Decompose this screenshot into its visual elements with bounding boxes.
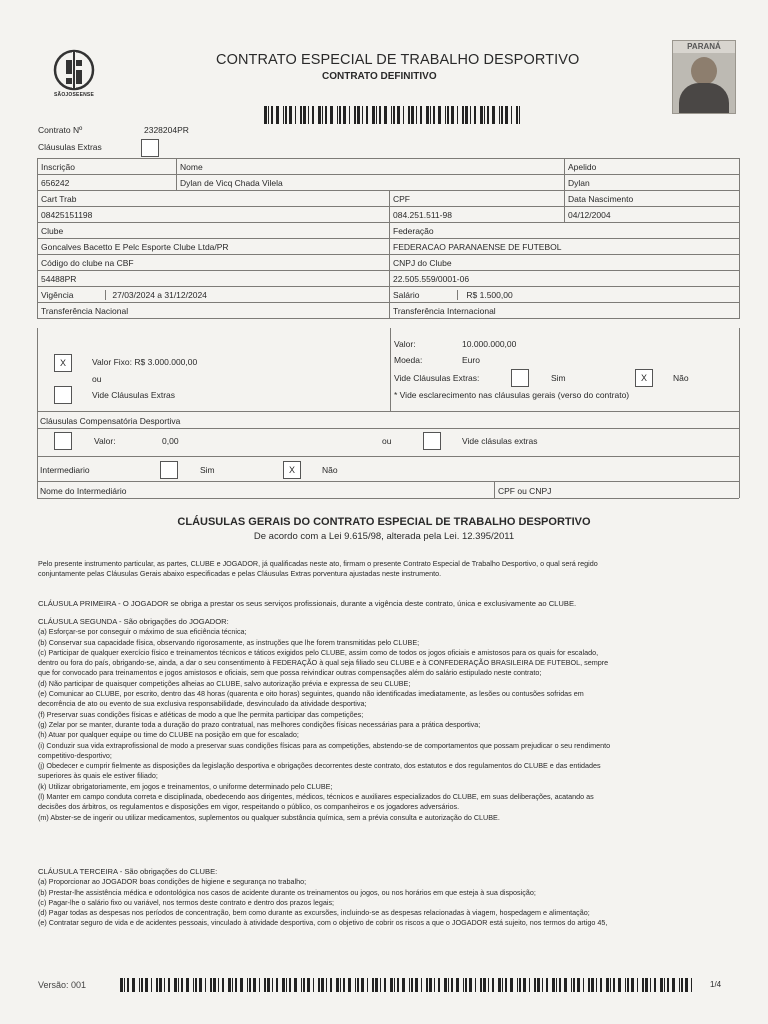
transfer-international-label: Transferência Internacional [390,303,740,319]
apelido-label: Apelido [565,159,740,175]
clause-line: (e) Contratar seguro de vida e de acidentes pessoais, vinculado à atividade desportiva, com o objetivo de cobrir os riscos a que o JOGADOR está sujeito, nos termos do artigo 45, [38,918,608,928]
clause-line: (c) Pagar-lhe o salário fixo ou variável, nos termos deste contrato e dentro dos prazos legais; [38,897,335,907]
federation-value: FEDERACAO PARANAENSE DE FUTEBOL [390,239,740,255]
nome-label: Nome [177,159,565,175]
clause-second-title: CLÁUSULA SEGUNDA - São obrigações do JOGADOR: [38,617,229,626]
birthdate-value: 04/12/2004 [565,207,740,223]
clause-line: competitivo-desportivo; [38,750,112,760]
int-value-label: Valor: [394,339,416,349]
clause-first: CLÁUSULA PRIMEIRA - O JOGADOR se obriga a prestar os seus serviços profissionais, durante a vigência deste contrato, única e exclusivamente ao CLUBE. [38,599,577,608]
intermediary-name-label: Nome do Intermediário [40,486,127,496]
intermediary-sim-label: Sim [200,465,215,475]
clause-third-title: CLÁUSULA TERCEIRA - São obrigações do CLUBE: [38,867,218,876]
birthdate-label: Data Nascimento [565,191,740,207]
clause-line: (e) Comunicar ao CLUBE, por escrito, dentro das 48 horas (quarenta e oito horas) seguintes, quando não identificadas imediatamente, as lesões ou contusões sofridas em [38,689,584,699]
clauses-heading: CLÁUSULAS GERAIS DO CONTRATO ESPECIAL DE TRABALHO DESPORTIVO [177,516,591,528]
clauses-subheading: De acordo com a Lei 9.615/98, alterada pela Lei. 12.395/2011 [253,531,515,542]
clause-second [38,617,738,823]
or-text: ou [92,374,102,384]
clause-line: (a) Proporcionar ao JOGADOR boas condições de higiene e segurança no trabalho; [38,877,307,887]
intermediary-sim-checkbox[interactable] [160,461,178,479]
nome-value: Dylan de Vicq Chada Vilela [177,175,565,191]
national-extras-text: Vide Cláusulas Extras [92,390,175,400]
int-extras-label: Vide Cláusulas Extras: [394,373,480,383]
clause-line: (a) Esforçar-se por conseguir o máximo de sua eficiência técnica; [38,627,247,637]
intermediary-nao-label: Não [322,465,338,475]
national-extras-checkbox[interactable] [54,386,72,404]
extra-clauses-label: Cláusulas Extras [38,142,102,152]
clause-line: dentro ou fora do país, obrigando-se, ainda, a dar o seu consentimento à FEDERAÇÃO à qual seja filiado seu CLUBE e à CONFEDERAÇÃO BRASILEIRA DE FUTEBOL, sempre [38,658,609,668]
int-note: * Vide esclarecimento nas cláusulas gerais (verso do contrato) [394,390,630,400]
contract-number-value: 2328204PR [144,125,189,135]
salario-label: Salário [390,290,458,300]
apelido-value: Dylan [565,175,740,191]
clause-third [38,867,738,929]
intro-paragraph [38,559,738,580]
int-extras-nao-label: Não [673,373,689,383]
clause-line: (b) Conservar sua capacidade física, observando rigorosamente, as instruções que lhe forem transmitidas pelo CLUBE; [38,637,420,647]
cart-trab-label: Cart Trab [38,191,390,207]
compensatory-label: Cláusulas Compensatória Desportiva [40,416,181,426]
compensatory-extras-text: Vide clásulas extras [462,436,538,446]
federation-label: Federação [390,223,740,239]
clause-line: (f) Preservar suas condições físicas e atléticas de modo a que lhe permita participar das competições; [38,709,364,719]
clause-line: (k) Utilizar obrigatoriamente, em jogos e treinamentos, o uniforme determinado pelo CLUBE; [38,781,333,791]
transfer-national-label: Transferência Nacional [38,303,390,319]
cpf-label: CPF [390,191,565,207]
clause-line: decisões dos árbitros, os regulamentos e disposições em vigor, respeitando o público, os companheiros e os jogadores adversários. [38,802,460,812]
contract-number-label: Contrato Nº [38,125,83,135]
logo-caption: SÃOJOSEENSE [54,92,94,98]
club-logo [52,48,96,98]
clause-line: que for convocado para treinamentos e jogos amistosos e oficiais, sem que possa reivindicar outras compensações além do salário estipulado neste contrato; [38,668,542,678]
document-title: CONTRATO ESPECIAL DE TRABALHO DESPORTIVO [216,52,580,68]
clause-line: (i) Conduzir sua vida extraprofissional de modo a preservar suas condições físicas para as competições, abstendo-se de comportamentos que possam prejudicar o seu rendimento [38,740,611,750]
cbf-code-value: 54488PR [38,271,390,287]
cnpj-label: CNPJ do Clube [390,255,740,271]
photo-banner-text: PARANÁ [673,41,735,53]
intermediary-label: Intermediario [40,465,90,475]
compensatory-or: ou [382,436,392,446]
document-subtitle: CONTRATO DEFINITIVO [322,71,437,82]
clause-line: (b) Prestar-lhe assistência médica e odontológica nos casos de acidente durante os treinamentos ou jogos, ou nos horários em que esteja à sua disposição; [38,887,536,897]
clause-line: (l) Manter em campo conduta correta e disciplinada, obedecendo aos dirigentes, médicos, técnicos e auxiliares especializados do CLUBE, em suas deliberações, acatando as [38,792,594,802]
clause-line: (c) Participar de qualquer exercício físico e treinamentos técnicos e táticos exigidos pelo CLUBE, assim como de todos os jogos oficiais e amistosos para os quais for escalado, [38,647,599,657]
player-photo [672,40,736,114]
intro-line: Pelo presente instrumento particular, as partes, CLUBE e JOGADOR, já qualificadas neste ato, firmam o presente Contrato Especial de Trabalho Desportivo, o qual será regido [38,559,598,568]
intermediary-cpf-label: CPF ou CNPJ [498,486,552,496]
vigencia-label: Vigência [38,290,106,300]
barcode-top [264,106,520,124]
clause-line: decorrência de ato ou evento de sua exclusiva responsabilidade, desvinculado da atividade desportiva; [38,699,367,709]
compensatory-value: 0,00 [162,436,179,446]
int-extras-nao-checkbox[interactable]: X [635,369,653,387]
clause-line: (j) Obedecer e cumprir fielmente as disposições da legislação desportiva e obrigações decorrentes deste contrato, dos estatutos e dos regulamentos do CLUBE e das entidades [38,761,601,771]
vigencia-cell [38,287,390,303]
fixed-value-checkbox[interactable]: X [54,354,72,372]
cbf-code-label: Código do clube na CBF [38,255,390,271]
salario-value: R$ 1.500,00 [466,289,513,300]
barcode-bottom [120,978,694,992]
fixed-value-text: Valor Fixo: R$ 3.000.000,00 [92,357,198,367]
int-extras-sim-label: Sim [551,373,566,383]
compensatory-value-label: Valor: [94,436,116,446]
page-number: 1/4 [710,980,722,989]
clause-line: (h) Atuar por qualquer equipe ou time do CLUBE na posição em que for escalado; [38,730,299,740]
inscricao-label: Inscrição [38,159,177,175]
intermediary-nao-checkbox[interactable]: X [283,461,301,479]
clause-line: (g) Zelar por se manter, durante toda a duração do prazo contratual, nas melhores condições físicas necessárias para a prática desportiva; [38,719,481,729]
compensatory-extras-checkbox[interactable] [423,432,441,450]
clause-line: superiores às quais ele estiver filiado; [38,771,158,781]
int-currency-label: Moeda: [394,355,423,365]
int-currency: Euro [462,355,480,365]
cpf-value: 084.251.511-98 [390,207,565,223]
inscricao-value: 656242 [38,175,177,191]
intro-line: conjuntamente pelas Cláusulas Gerais abaixo especificadas e pelas Cláusulas Extras porventura ajustadas neste instrumento. [38,569,442,579]
clause-line: (d) Pagar todas as despesas nos períodos de concentração, bem como durante as excursões, incluindo-se as despesas relacionadas à viagem, hospedagem e alimentação; [38,908,590,918]
cnpj-value: 22.505.559/0001-06 [390,271,740,287]
int-extras-sim-checkbox[interactable] [511,369,529,387]
vigencia-value: 27/03/2024 a 31/12/2024 [112,289,207,300]
compensatory-checkbox[interactable] [54,432,72,450]
salario-cell [390,287,740,303]
club-label: Clube [38,223,390,239]
cart-trab-value: 08425151198 [38,207,390,223]
int-value: 10.000.000,00 [462,339,517,349]
club-value: Goncalves Bacetto E Pelc Esporte Clube Ltda/PR [38,239,390,255]
clause-line: (d) Não participar de quaisquer competições alheias ao CLUBE, salvo autorização prévia e expressa de seu CLUBE; [38,678,411,688]
version-label: Versão: 001 [38,980,87,990]
extra-clauses-checkbox[interactable] [141,139,159,157]
clause-line: (m) Abster-se de ingerir ou utilizar medicamentos, suplementos ou qualquer substância química, sem a prévia consulta e autorização do CLUBE. [38,812,500,822]
player-data-table [37,158,740,319]
